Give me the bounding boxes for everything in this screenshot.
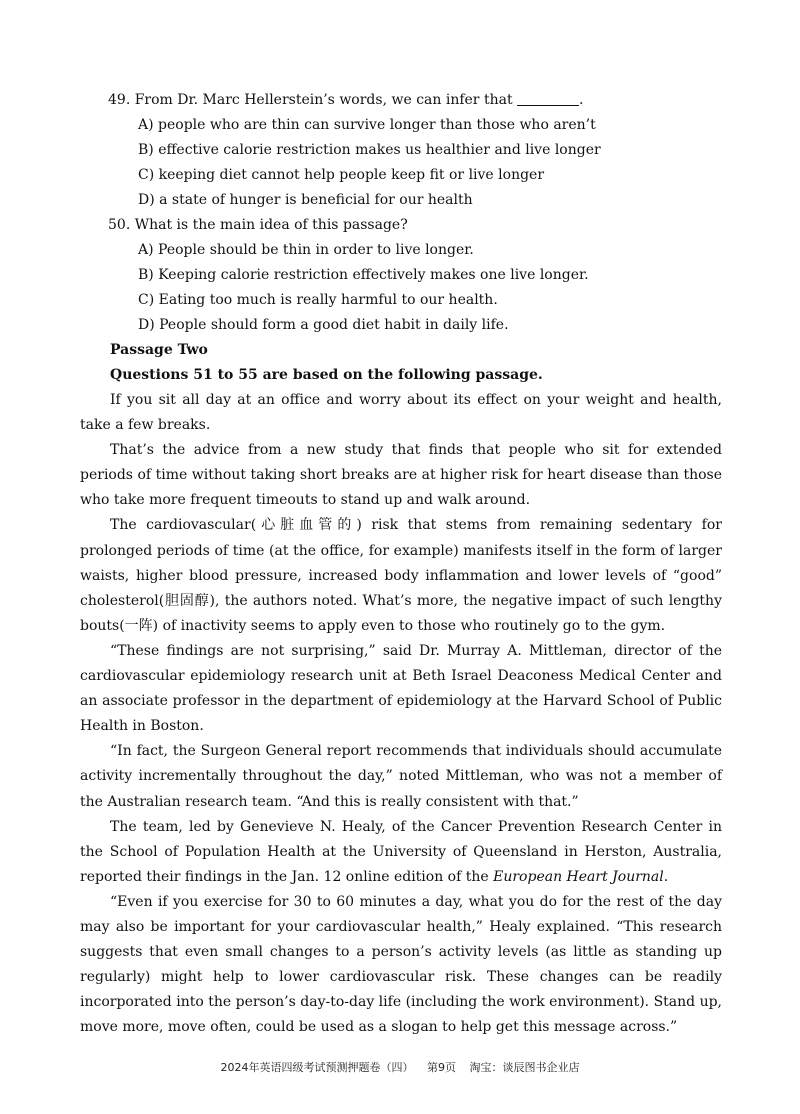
paragraph-6-text: The team, led by Genevieve N. Healy, of the Cancer Prevention Research Center in the School of Population Health at the University of Queensland in Herston, Australia, reported their findings in the Jan. 12 online edition of the [80, 818, 722, 885]
question-49-option-c: C) keeping diet cannot help people keep fit or live longer [138, 167, 545, 183]
footer-title: 2024年英语四级考试预测押题卷（四） [220, 1061, 414, 1074]
footer-page-number: 第9页 [427, 1061, 456, 1074]
question-50-option-d: D) People should form a good diet habit in daily life. [138, 317, 509, 333]
question-49-period: . [579, 92, 584, 108]
paragraph-5: “In fact, the Surgeon General report recommends that individuals should accumulate activity incrementally throughout the day,” noted Mittleman, who was not a member of the Australian research team. “And this is really consistent with that.” [80, 743, 722, 810]
question-50-option-b: B) Keeping calorie restriction effectively makes one live longer. [138, 267, 589, 283]
paragraph-3: The cardiovascular(心脏血管的) risk that stems from remaining sedentary for prolonged periods of time (at the office, for example) manifests itself in the form of larger waists, higher blood pressure, increased body inflammation and lower levels of “good” cholesterol(胆固醇), the authors noted. What’s more, the negative impact of such lengthy bouts(一阵) of inactivity seems to apply even to those who routinely go to the gym. [80, 517, 722, 634]
question-49-option-d: D) a state of hunger is beneficial for our health [138, 192, 473, 208]
document-page [80, 88, 722, 1040]
question-50-option-a: A) People should be thin in order to live longer. [138, 242, 474, 258]
paragraph-2: That’s the advice from a new study that finds that people who sit for extended periods of time without taking short breaks are at higher risk for heart disease than those who take more frequent timeouts to stand up and walk around. [80, 442, 722, 509]
question-49-option-a: A) people who are thin can survive longer than those who aren’t [138, 117, 596, 133]
answer-blank [517, 91, 579, 106]
question-49-stem: 49. From Dr. Marc Hellerstein’s words, we can infer that [108, 92, 513, 108]
paragraph-4: “These findings are not surprising,” said Dr. Murray A. Mittleman, director of the cardiovascular epidemiology research unit at Beth Israel Deaconess Medical Center and an associate professor in the department of epidemiology at the Harvard School of Public Health in Boston. [80, 642, 722, 735]
question-50-stem: 50. What is the main idea of this passage? [108, 217, 408, 233]
paragraph-7: “Even if you exercise for 30 to 60 minutes a day, what you do for the rest of the day may also be important for your cardiovascular health,” Healy explained. “This research suggests that even small changes to a person’s activity levels (as little as standing up regularly) might help to lower cardiovascular risk. These changes can be readily incorporated into the person’s day-to-day life (including the work environment). Stand up, move more, move often, could be used as a slogan to help get this message across.” [80, 893, 722, 1036]
question-49-option-b: B) effective calorie restriction makes us healthier and live longer [138, 142, 601, 158]
footer-shop: 淘宝：谈辰图书企业店 [469, 1061, 580, 1074]
question-50-option-c: C) Eating too much is really harmful to our health. [138, 292, 498, 308]
paragraph-6-end: . [663, 868, 669, 885]
passage-heading: Passage Two [110, 342, 208, 358]
passage-instruction: Questions 51 to 55 are based on the following passage. [110, 367, 543, 383]
page-footer [0, 1060, 800, 1076]
journal-title: European Heart Journal [493, 868, 664, 885]
paragraph-6 [80, 815, 722, 890]
question-49 [80, 88, 722, 113]
paragraph-1: If you sit all day at an office and worry about its effect on your weight and health, take a few breaks. [80, 392, 722, 434]
